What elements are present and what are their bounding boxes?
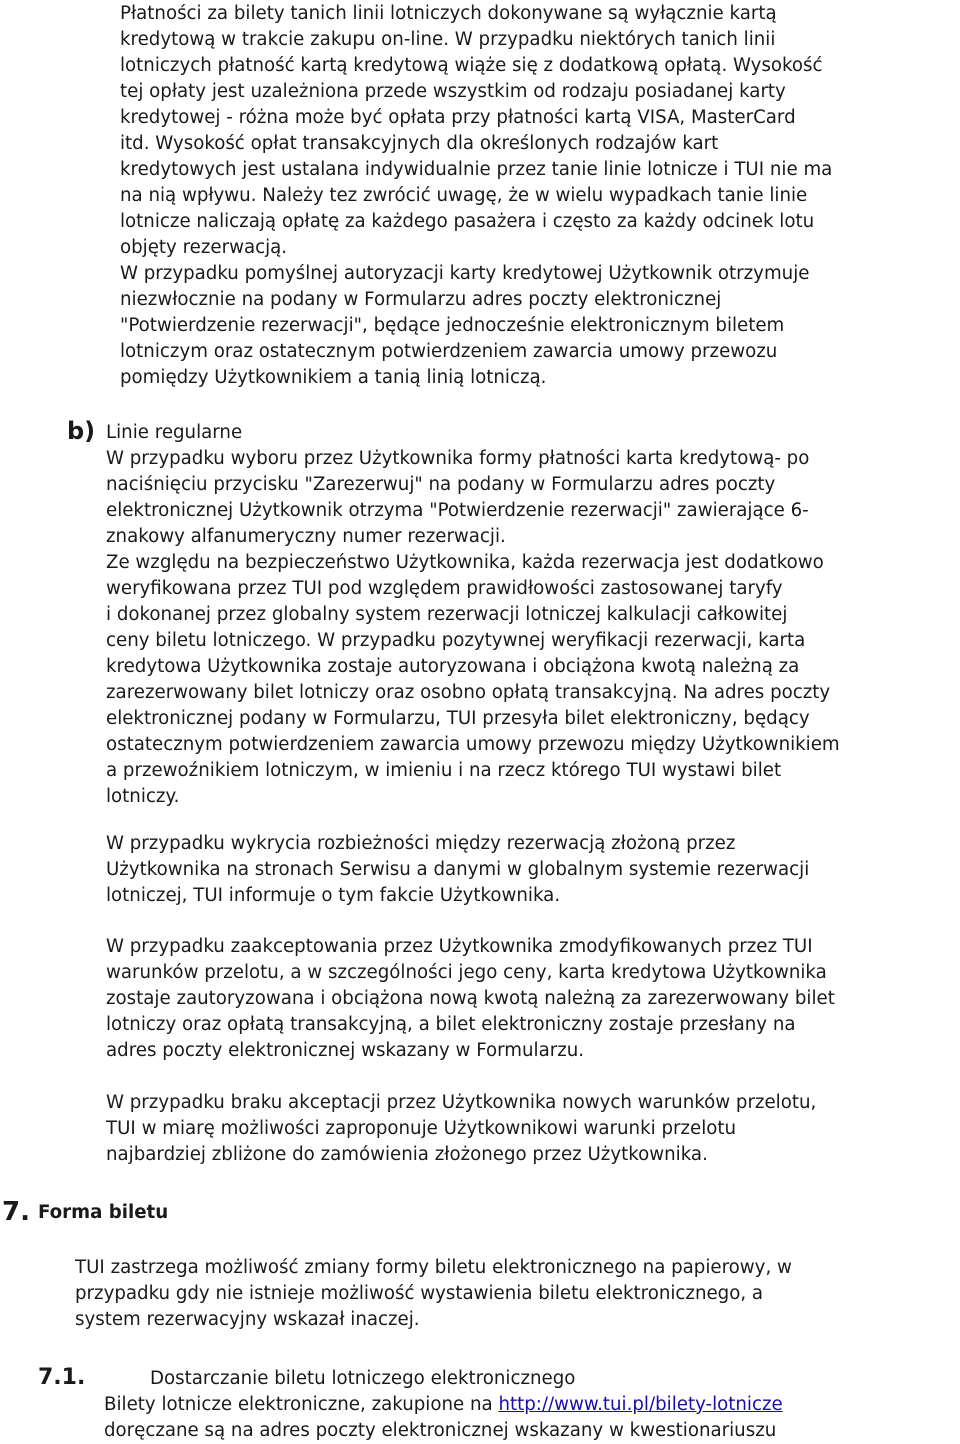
text-line: znakowy alfanumeryczny numer rezerwacji. (106, 526, 506, 547)
text-line: lotniczy oraz opłatą transakcyjną, a bilet elektroniczny zostaje przesłany na (106, 1014, 796, 1035)
section-7-1-title: Dostarczanie biletu lotniczego elektronicznego (150, 1368, 576, 1389)
text-line: weryfikowana przez TUI pod względem prawidłowości zastosowanej taryfy (106, 578, 783, 599)
text-line: "Potwierdzenie rezerwacji", będące jednocześnie elektronicznym biletem (120, 315, 785, 336)
text-line: tej opłaty jest uzależniona przede wszystkim od rodzaju posiadanej karty (120, 81, 786, 102)
text-line: objęty rezerwacją. (120, 237, 288, 258)
section-b-paragraph-1 (106, 446, 840, 810)
text-line: ceny biletu lotniczego. W przypadku pozytywnej weryfikacji rezerwacji, karta (106, 630, 806, 651)
text-line: na nią wpływu. Należy tez zwrócić uwagę, że w wielu wypadkach tanie linie (120, 185, 808, 206)
text-line: W przypadku wykrycia rozbieżności między rezerwacją złożoną przez (106, 833, 736, 854)
section-7-number: 7. (2, 1197, 30, 1227)
text-line: a przewoźnikiem lotniczym, w imieniu i na rzecz którego TUI wystawi bilet (106, 760, 782, 781)
text-line: i dokonanej przez globalny system rezerwacji lotniczej kalkulacji całkowitej (106, 604, 788, 625)
text-line: TUI zastrzega możliwość zmiany formy biletu elektronicznego na papierowy, w (75, 1257, 792, 1278)
text-line: itd. Wysokość opłat transakcyjnych dla określonych rodzajów kart (120, 133, 719, 154)
text-line: pomiędzy Użytkownikiem a tanią linią lotniczą. (120, 367, 547, 388)
text-line: ostatecznym potwierdzeniem zawarcia umowy przewozu między Użytkownikiem (106, 734, 840, 755)
text-line: zarezerwowany bilet lotniczy oraz osobno opłatą transakcyjną. Na adres poczty (106, 682, 831, 703)
text-line: kredytowej - różna może być opłata przy płatności kartą VISA, MasterCard (120, 107, 796, 128)
text-line: system rezerwacyjny wskazał inaczej. (75, 1309, 420, 1330)
text-line: W przypadku zaakceptowania przez Użytkownika zmodyfikowanych przez TUI (106, 936, 813, 957)
section-b-paragraph-2 (106, 831, 809, 909)
text-line: adres poczty elektronicznej wskazany w Formularzu. (106, 1040, 585, 1061)
text-line: TUI w miarę możliwości zaproponuje Użytkownikowi warunki przelotu (106, 1118, 737, 1139)
section-b-paragraph-3 (106, 934, 835, 1064)
text-line: kredytowych jest ustalana indywidualnie przez tanie linie lotnicze i TUI nie ma (120, 159, 833, 180)
section-b-marker: b) (67, 417, 96, 445)
text-line: Płatności za bilety tanich linii lotniczych dokonywane są wyłącznie kartą (120, 3, 777, 24)
text-line: naciśnięciu przycisku "Zarezerwuj" na podany w Formularzu adres poczty (106, 474, 776, 495)
section-7-1-number: 7.1. (38, 1365, 86, 1390)
section-7-1-paragraph (104, 1392, 783, 1444)
text-line: niezwłocznie na podany w Formularzu adres poczty elektronicznej (120, 289, 722, 310)
text-line: W przypadku pomyślnej autoryzacji karty kredytowej Użytkownik otrzymuje (120, 263, 810, 284)
text-line: lotniczym oraz ostatecznym potwierdzeniem zawarcia umowy przewozu (120, 341, 778, 362)
tui-bilety-lotnicze-link[interactable]: http://www.tui.pl/bilety-lotnicze (498, 1394, 783, 1415)
text-line: Ze względu na bezpieczeństwo Użytkownika, każda rezerwacja jest dodatkowo (106, 552, 824, 573)
text-line: doręczane są na adres poczty elektronicznej wskazany w kwestionariuszu (104, 1420, 777, 1441)
section-7-title: Forma biletu (38, 1202, 169, 1223)
text-line-prefix: Bilety lotnicze elektroniczne, zakupione na (104, 1394, 499, 1415)
section-b-paragraph-4 (106, 1090, 816, 1168)
text-line: W przypadku braku akceptacji przez Użytkownika nowych warunków przelotu, (106, 1092, 817, 1113)
text-line: kredytowa Użytkownika zostaje autoryzowana i obciążona kwotą należną za (106, 656, 800, 677)
text-line: lotniczych płatność kartą kredytową wiąże się z dodatkową opłatą. Wysokość (120, 55, 823, 76)
section-b-heading: Linie regularne (106, 422, 243, 443)
text-line: lotniczy. (106, 786, 180, 807)
text-line: warunków przelotu, a w szczególności jego ceny, karta kredytowa Użytkownika (106, 962, 827, 983)
text-line: przypadku gdy nie istnieje możliwość wystawienia biletu elektronicznego, a (75, 1283, 764, 1304)
text-line: lotniczej, TUI informuje o tym fakcie Użytkownika. (106, 885, 561, 906)
text-line: Użytkownika na stronach Serwisu a danymi w globalnym systemie rezerwacji (106, 859, 810, 880)
text-line: elektronicznej Użytkownik otrzyma "Potwierdzenie rezerwacji" zawierające 6- (106, 500, 809, 521)
text-line: elektronicznej podany w Formularzu, TUI przesyła bilet elektroniczny, będący (106, 708, 810, 729)
text-line: W przypadku wyboru przez Użytkownika formy płatności karta kredytową- po (106, 448, 810, 469)
text-line: kredytową w trakcie zakupu on-line. W przypadku niektórych tanich linii (120, 29, 776, 50)
text-line: zostaje zautoryzowana i obciążona nową kwotą należną za zarezerwowany bilet (106, 988, 835, 1009)
text-line: najbardziej zbliżone do zamówienia złożonego przez Użytkownika. (106, 1144, 708, 1165)
text-line: lotnicze naliczają opłatę za każdego pasażera i często za każdy odcinek lotu (120, 211, 815, 232)
section-a-continued-paragraph (120, 1, 832, 391)
section-7-paragraph (75, 1255, 792, 1333)
text-line (104, 1392, 783, 1418)
